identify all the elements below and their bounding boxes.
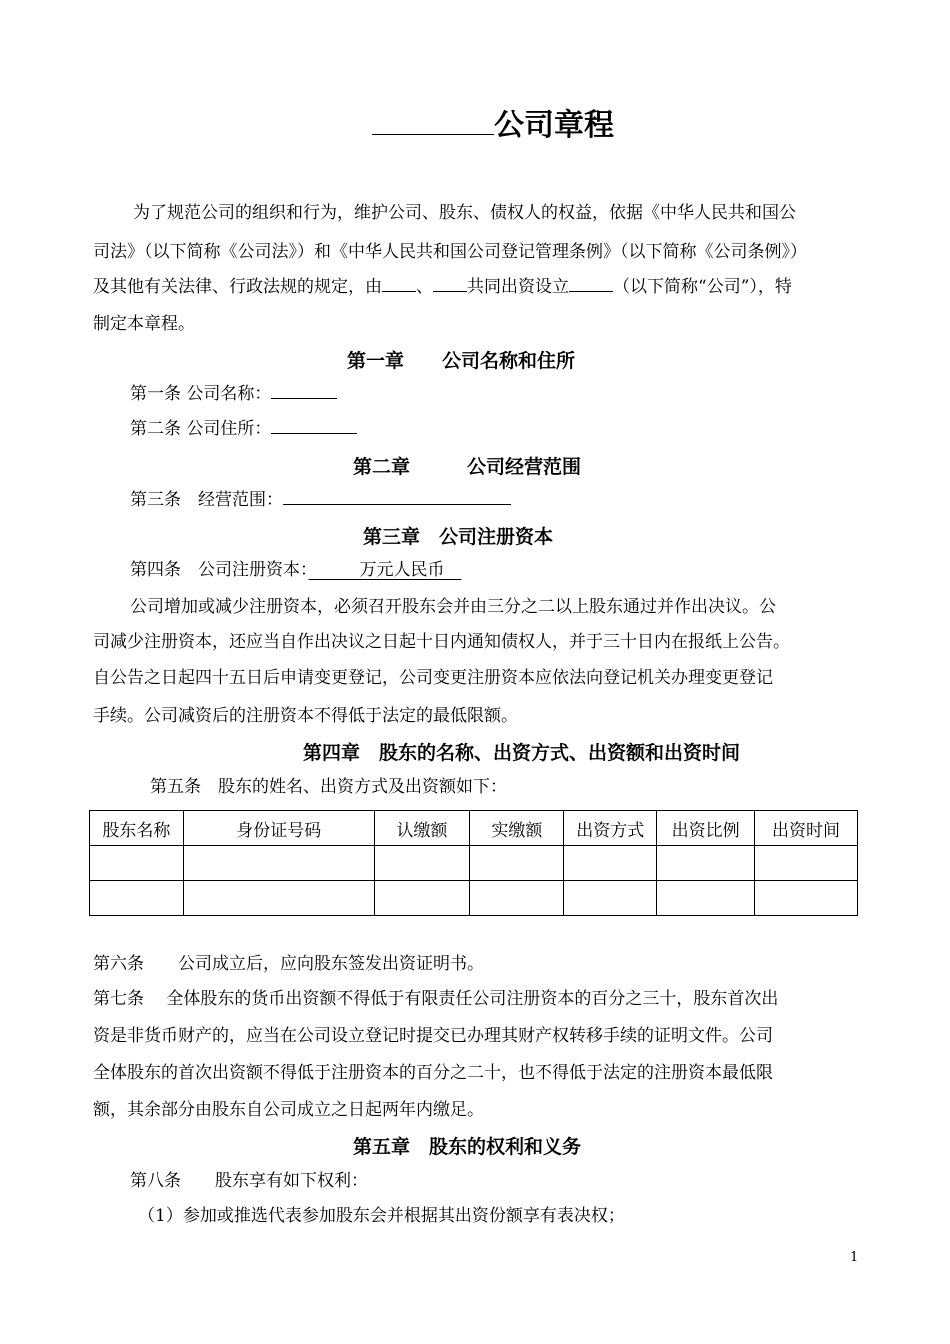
capital-para-line-3: 自公告之日起四十五日后申请变更登记，公司变更注册资本应依法向登记机关办理变更登记 (93, 668, 773, 688)
table-header: 实缴额 (470, 811, 564, 846)
capital-para-line-4: 手续。公司减资后的注册资本不得低于法定的最低限额。 (93, 706, 518, 726)
article-3-label: 第三条 经营范围： (130, 490, 283, 510)
article-1 (130, 375, 337, 414)
article-3 (130, 481, 511, 520)
article-6: 第六条 公司成立后，应向股东签发出资证明书。 (93, 954, 484, 974)
article-2-label: 第二条 公司住所： (130, 419, 272, 439)
table-cell[interactable] (755, 846, 858, 881)
table-row (90, 846, 858, 881)
article-4 (130, 551, 462, 590)
table-cell[interactable] (470, 846, 564, 881)
table-header: 出资时间 (755, 811, 858, 846)
intro-line-3-text-2: 共同出资设立 (467, 277, 569, 297)
table-row (90, 881, 858, 916)
article-4-label: 第四条 公司注册资本： (130, 560, 309, 580)
company-address-field[interactable] (271, 416, 357, 434)
intro-line-1: 为了规范公司的组织和行为，维护公司、股东、债权人的权益，依据《中华人民共和国公 (133, 203, 796, 223)
article-7-line-2: 资是非货币财产的，应当在公司设立登记时提交已办理其财产权转移手续的证明文件。公司 (93, 1026, 773, 1046)
intro-line-3-text-3: （以下简称“公司”），特 (613, 277, 792, 297)
right-item-1: （1）参加或推选代表参加股东会并根据其出资份额享有表决权； (138, 1206, 625, 1226)
table-cell[interactable] (564, 846, 657, 881)
intro-line-2: 司法》（以下简称《公司法》）和《中华人民共和国公司登记管理条例》（以下简称《公司条例》） (93, 242, 807, 262)
founder-2-blank[interactable] (433, 274, 467, 292)
table-cell[interactable] (755, 881, 858, 916)
intro-separator: 、 (416, 277, 433, 297)
chapter-1-heading: 第一章 公司名称和住所 (347, 350, 576, 372)
intro-line-4: 制定本章程。 (93, 314, 195, 334)
business-scope-field[interactable] (283, 487, 511, 505)
table-cell[interactable] (564, 881, 657, 916)
article-2 (130, 410, 357, 449)
chapter-4-heading: 第四章 股东的名称、出资方式、出资额和出资时间 (303, 742, 741, 764)
article-8: 第八条 股东享有如下权利： (130, 1171, 368, 1191)
article-7-line-3: 全体股东的首次出资额不得低于注册资本的百分之二十，也不得低于法定的注册资本最低限 (93, 1063, 773, 1083)
shareholder-table (89, 810, 858, 916)
table-cell[interactable] (657, 846, 755, 881)
table-cell[interactable] (183, 846, 374, 881)
article-1-label: 第一条 公司名称： (130, 384, 272, 404)
table-cell[interactable] (183, 881, 374, 916)
article-5: 第五条 股东的姓名、出资方式及出资额如下： (150, 777, 507, 797)
chapter-5-heading: 第五章 股东的权利和义务 (353, 1136, 582, 1158)
table-cell[interactable] (374, 881, 470, 916)
company-name-field[interactable] (271, 381, 337, 399)
table-cell[interactable] (90, 881, 184, 916)
chapter-3-heading: 第三章 公司注册资本 (363, 526, 554, 548)
capital-para-line-1: 公司增加或减少注册资本，必须召开股东会并由三分之二以上股东通过并作出决议。公 (130, 597, 776, 617)
capital-para-line-2: 司减少注册资本，还应当自作出决议之日起十日内通知债权人，并于三十日内在报纸上公告。 (93, 632, 790, 652)
chapter-2-heading: 第二章 公司经营范围 (353, 456, 582, 478)
registered-capital-field[interactable]: 万元人民币 (308, 560, 462, 580)
table-cell[interactable] (374, 846, 470, 881)
article-7-line-1: 第七条 全体股东的货币出资额不得低于有限责任公司注册资本的百分之三十，股东首次出 (93, 989, 779, 1009)
table-cell[interactable] (90, 846, 184, 881)
company-name-blank[interactable] (372, 102, 494, 135)
article-7-line-4: 额，其余部分由股东自公司成立之日起两年内缴足。 (93, 1100, 484, 1120)
table-header: 身份证号码 (183, 811, 374, 846)
document-title (372, 100, 614, 144)
founder-1-blank[interactable] (382, 274, 416, 292)
intro-line-3-text: 及其他有关法律、行政法规的规定，由 (93, 277, 382, 297)
table-header: 认缴额 (374, 811, 470, 846)
company-blank[interactable] (569, 274, 613, 292)
page-number: 1 (850, 1250, 859, 1265)
table-header: 股东名称 (90, 811, 184, 846)
table-header: 出资方式 (564, 811, 657, 846)
table-header-row (90, 811, 858, 846)
table-cell[interactable] (657, 881, 755, 916)
table-cell[interactable] (470, 881, 564, 916)
table-header: 出资比例 (657, 811, 755, 846)
intro-line-3 (93, 268, 792, 307)
title-suffix: 公司章程 (494, 108, 614, 143)
